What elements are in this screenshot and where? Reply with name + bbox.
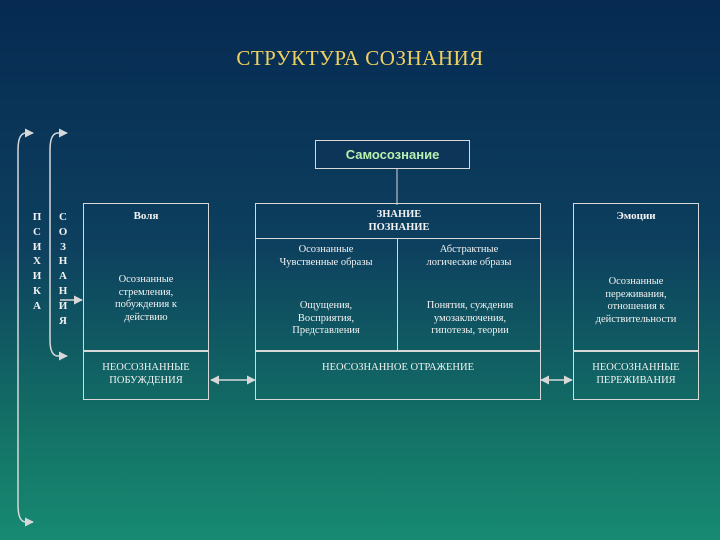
consciousness-letter: С xyxy=(59,211,67,223)
will-conscious-text: Осознанные стремления, побуждения к действию xyxy=(115,274,177,323)
emotions-conscious-text: Осознанные переживания, отношения к действительности xyxy=(595,276,677,325)
knowledge-header-divider xyxy=(256,238,540,239)
will-header: Воля xyxy=(133,210,159,222)
psyche-bracket xyxy=(18,133,33,522)
knowledge-box xyxy=(255,203,541,351)
psyche-label xyxy=(30,210,44,314)
emotions-box xyxy=(573,203,699,351)
consciousness-letter: Я xyxy=(59,314,67,327)
knowledge-header: ЗНАНИЕ ПОЗНАНИЕ xyxy=(368,209,430,233)
psyche-letter: Х xyxy=(33,255,41,268)
will-unconscious-text: НЕОСОЗНАННЫЕ ПОБУЖДЕНИЯ xyxy=(102,362,190,386)
psyche-letter: П xyxy=(32,211,42,223)
psyche-letter: С xyxy=(33,225,41,238)
psyche-letter: И xyxy=(32,240,42,253)
consciousness-letter: З xyxy=(60,240,66,253)
knowledge-concepts: Понятия, суждения умозаключения, гипотезы, теории xyxy=(426,300,514,336)
consciousness-letter: Н xyxy=(58,284,68,297)
consciousness-letter: И xyxy=(58,299,68,312)
emotions-unconscious-text: НЕОСОЗНАННЫЕ ПЕРЕЖИВАНИЯ xyxy=(592,362,680,386)
psyche-letter: А xyxy=(33,299,41,312)
consciousness-letter: О xyxy=(58,225,68,238)
psyche-letter: К xyxy=(33,284,41,297)
consciousness-letter: А xyxy=(59,270,67,283)
knowledge-sensory-images: Осознанные Чувственные образы xyxy=(279,244,373,268)
consciousness-label xyxy=(56,210,70,328)
psyche-letter: И xyxy=(32,270,42,283)
knowledge-abstract-images: Абстрактные логические образы xyxy=(426,244,512,268)
self-awareness-label: Самосознание xyxy=(345,147,440,162)
knowledge-perception: Ощущения, Восприятия, Представления xyxy=(292,300,360,336)
will-unconscious-box xyxy=(83,351,209,400)
knowledge-unconscious-text: НЕОСОЗНАННОЕ ОТРАЖЕНИЕ xyxy=(322,362,474,373)
knowledge-vertical-divider xyxy=(397,238,398,351)
page-title: СТРУКТУРА СОЗНАНИЯ xyxy=(236,46,484,70)
self-awareness-box xyxy=(315,140,470,169)
consciousness-letter: Н xyxy=(58,255,68,268)
emotions-header: Эмоции xyxy=(616,210,656,222)
emotions-unconscious-box xyxy=(573,351,699,400)
knowledge-unconscious-box xyxy=(255,351,541,400)
will-box xyxy=(83,203,209,351)
